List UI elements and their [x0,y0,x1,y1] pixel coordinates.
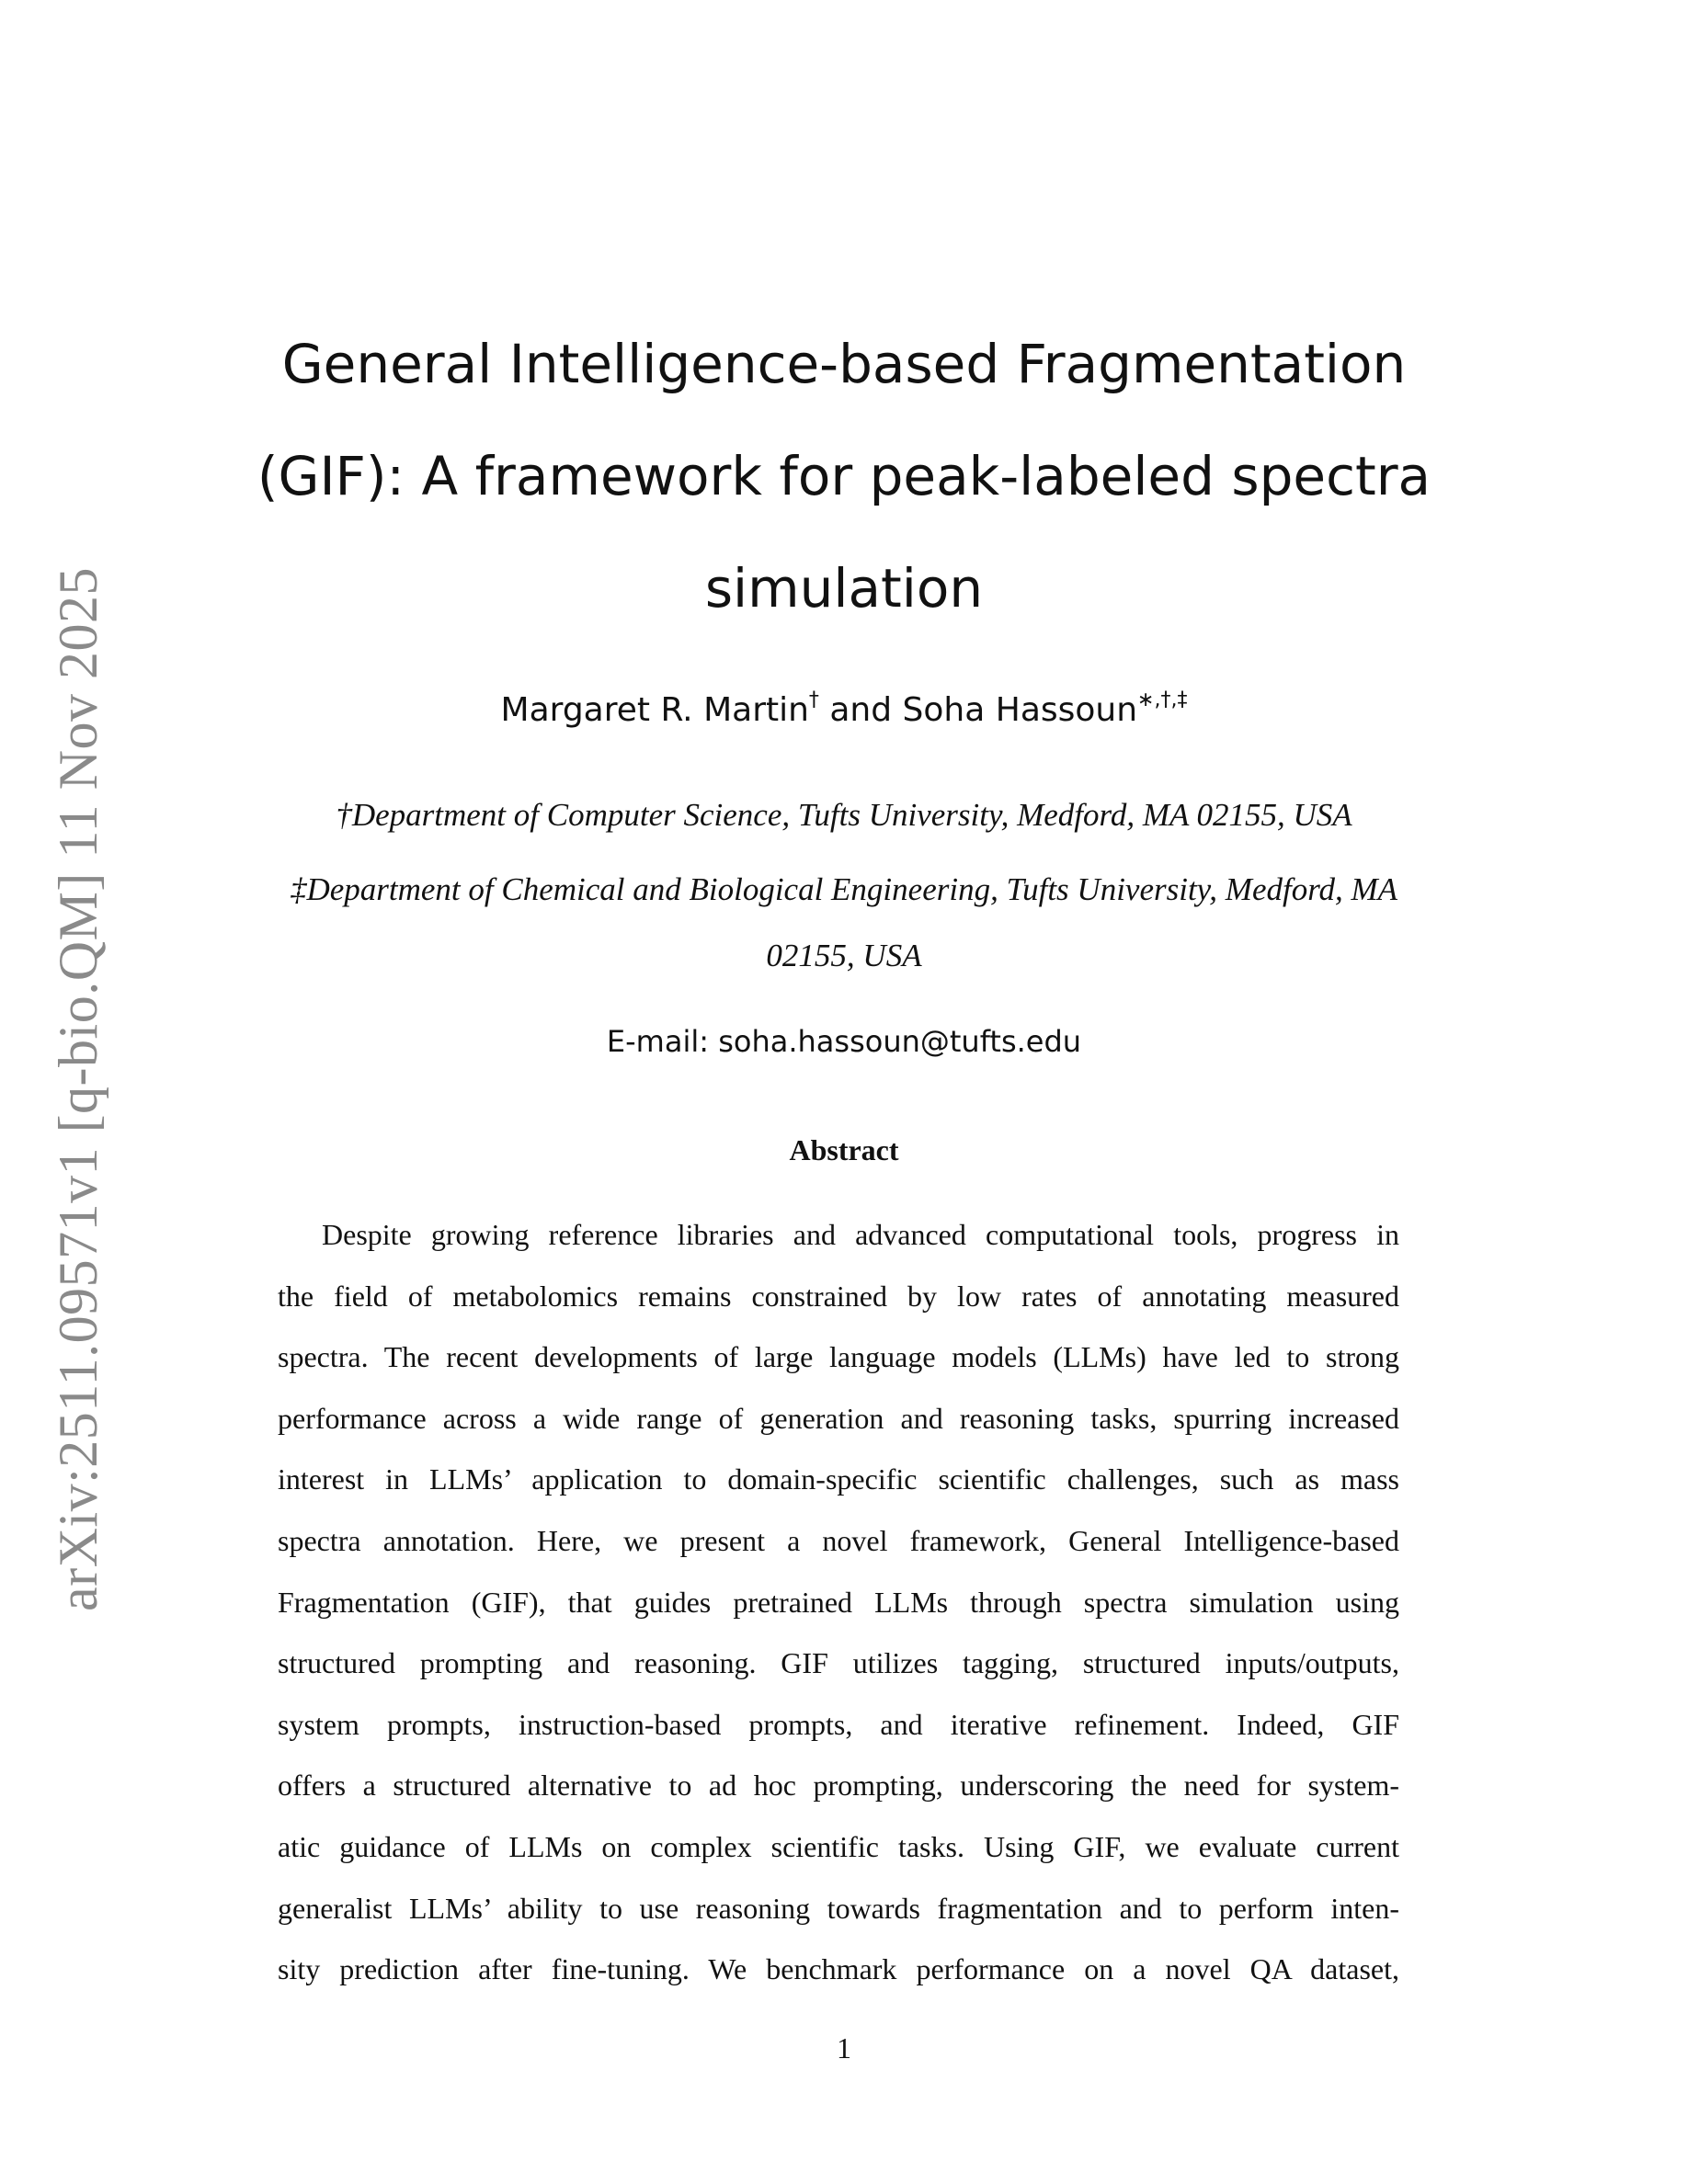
affiliation-line: ‡Department of Chemical and Biological Engineering, Tufts University, Medford, MA [290,871,1398,907]
author-list [276,688,1412,734]
title-line: simulation [704,557,984,620]
email-address[interactable]: soha.hassoun@tufts.edu [718,1024,1082,1059]
abstract-line: generalist LLMs’ ability to use reasoning towards fragmentation and to perform inten- [278,1891,1399,1925]
abstract-heading: Abstract [789,1133,899,1166]
email-label: E-mail: [606,1024,719,1059]
affiliation-line: 02155, USA [766,938,922,973]
abstract-line: offers a structured alternative to ad hoc prompting, underscoring the need for system- [278,1769,1399,1803]
affiliation-mark: ∗,†,‡ [1137,688,1188,711]
page-number: 1 [837,2031,851,2065]
abstract-line: spectra annotation. Here, we present a novel framework, General Intelligence-based [278,1523,1399,1557]
abstract-line: sity prediction after fine-tuning. We benchmark performance on a novel QA dataset, [278,1952,1399,1986]
abstract-line: the field of metabolomics remains constrained by low rates of annotating measured [278,1279,1399,1313]
abstract-line: atic guidance of LLMs on complex scientific tasks. Using GIF, we evaluate current [278,1829,1399,1863]
title-line: General Intelligence-based Fragmentation [281,333,1407,395]
contact-email [276,1020,1412,1063]
author-connector: and [818,691,903,729]
abstract-line: system prompts, instruction-based prompts, and iterative refinement. Indeed, GIF [278,1707,1399,1741]
abstract-line: structured prompting and reasoning. GIF utilizes tagging, structured inputs/outputs, [278,1646,1399,1680]
abstract-line: spectra. The recent developments of large language models (LLMs) have led to strong [278,1340,1399,1374]
abstract-line: performance across a wide range of generation and reasoning tasks, spurring increased [278,1401,1399,1435]
abstract-line: interest in LLMs’ application to domain-specific scientific challenges, such as mass [278,1462,1399,1496]
arxiv-identifier-stamp: arXiv:2511.09571v1 [q-bio.QM] 11 Nov 2025 [48,567,108,1611]
affiliation [211,857,1477,989]
title-line: (GIF): A framework for peak-labeled spectra [257,445,1431,507]
abstract-line: Despite growing reference libraries and advanced computational tools, progress in [322,1218,1399,1251]
affiliation: †Department of Computer Science, Tufts University, Medford, MA 02155, USA [336,797,1352,833]
abstract-body [278,1204,1399,2000]
author-name: Soha Hassoun [902,691,1138,729]
abstract-line: Fragmentation (GIF), that guides pretrained LLMs through spectra simulation using [278,1585,1399,1619]
paper-title [184,308,1504,644]
author-name: Margaret R. Martin [500,691,809,729]
affiliation-mark: † [808,688,819,711]
